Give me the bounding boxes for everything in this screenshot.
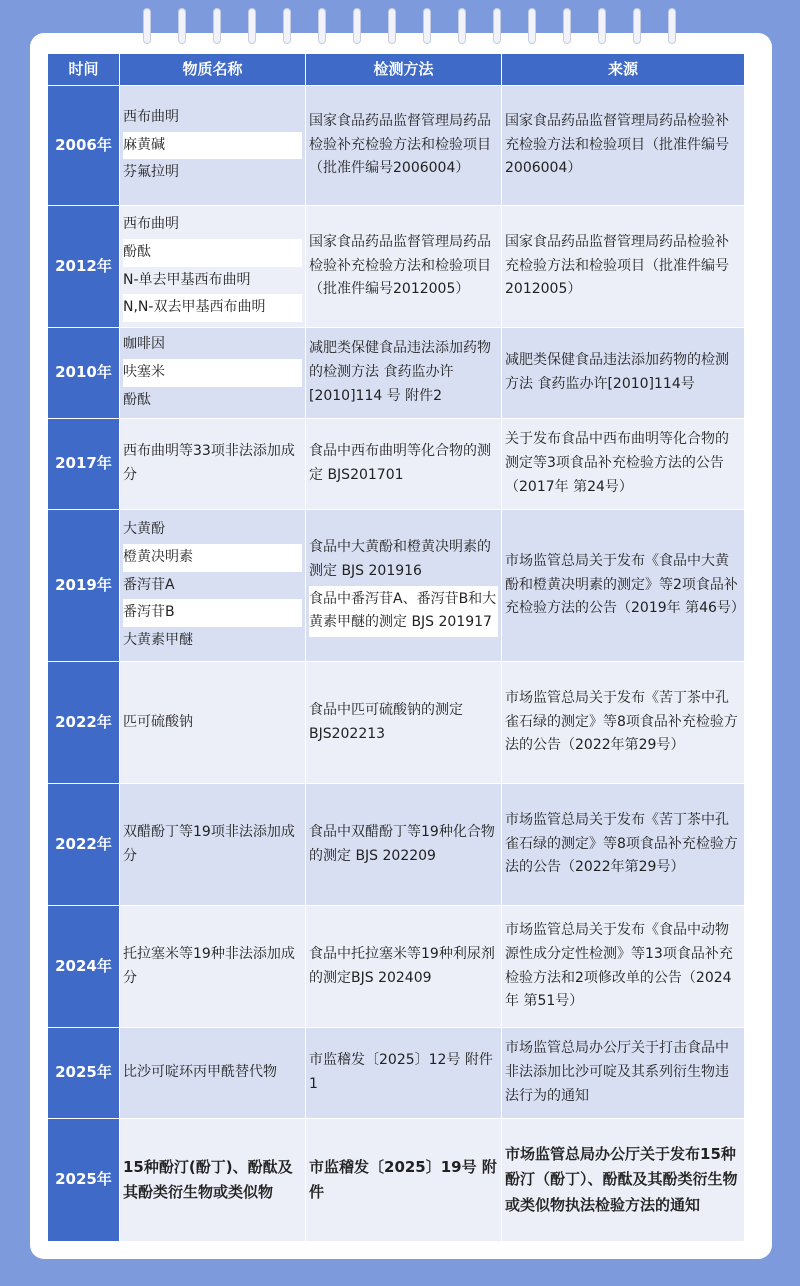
year-cell: 2025年 bbox=[48, 1028, 120, 1119]
substance-item: 酚酞 bbox=[123, 391, 151, 408]
year-cell: 2025年 bbox=[48, 1119, 120, 1242]
substance-item: 15种酚汀(酚丁)、酚酞及其酚类衍生物或类似物 bbox=[123, 1157, 293, 1201]
table-row bbox=[48, 86, 745, 206]
substance-item: 番泻苷A bbox=[123, 576, 175, 593]
binder-ring bbox=[248, 8, 256, 44]
method-item: 食品中大黄酚和橙黄决明素的测定 BJS 201916 bbox=[309, 538, 491, 579]
substance-cell bbox=[120, 906, 306, 1028]
substance-item: 西布曲明 bbox=[123, 108, 179, 125]
table-row bbox=[48, 328, 745, 419]
method-cell bbox=[306, 419, 502, 510]
binder-ring bbox=[178, 8, 186, 44]
method-cell bbox=[306, 328, 502, 419]
year-cell: 2010年 bbox=[48, 328, 120, 419]
method-item: 减肥类保健食品违法添加药物的检测方法 食药监办许[2010]114 号 附件2 bbox=[309, 340, 491, 404]
method-item: 食品中托拉塞米等19种利尿剂的测定BJS 202409 bbox=[309, 945, 495, 986]
table-header-row bbox=[48, 54, 745, 86]
substance-item: 西布曲明 bbox=[123, 215, 179, 232]
binder-ring bbox=[493, 8, 501, 44]
year-cell: 2017年 bbox=[48, 419, 120, 510]
binder-ring bbox=[668, 8, 676, 44]
substance-cell bbox=[120, 1028, 306, 1119]
source-cell: 关于发布食品中西布曲明等化合物的测定等3项食品补充检验方法的公告（2017年 第24号） bbox=[502, 419, 745, 510]
binder-ring bbox=[283, 8, 291, 44]
source-cell: 市场监管总局办公厅关于打击食品中非法添加比沙可啶及其系列衍生物违法行为的通知 bbox=[502, 1028, 745, 1119]
method-item: 食品中西布曲明等化合物的测定 BJS201701 bbox=[309, 443, 491, 483]
table-row bbox=[48, 1119, 745, 1242]
method-item: 食品中匹可硫酸钠的测定BJS202213 bbox=[309, 701, 463, 742]
source-cell: 市场监管总局关于发布《食品中动物源性成分定性检测》等13项食品补充检验方法和2项修改单的公告（2024年 第51号） bbox=[502, 906, 745, 1028]
binder-ring bbox=[388, 8, 396, 44]
substance-item: 西布曲明等33项非法添加成分 bbox=[123, 443, 295, 483]
substance-item: N-单去甲基西布曲明 bbox=[123, 271, 251, 288]
substance-item: 托拉塞米等19种非法添加成分 bbox=[123, 945, 295, 986]
table-row bbox=[48, 510, 745, 662]
substance-cell bbox=[120, 206, 306, 328]
binder-ring bbox=[598, 8, 606, 44]
table-row bbox=[48, 419, 745, 510]
substance-cell bbox=[120, 419, 306, 510]
substance-item: 呋塞米 bbox=[123, 359, 302, 387]
substance-item: 匹可硫酸钠 bbox=[123, 713, 193, 730]
binder-ring bbox=[563, 8, 571, 44]
binder-ring bbox=[353, 8, 361, 44]
binder-ring bbox=[423, 8, 431, 44]
binder-ring bbox=[143, 8, 151, 44]
header-time: 时间 bbox=[48, 54, 120, 86]
substance-item: 大黄素甲醚 bbox=[123, 632, 193, 649]
year-cell: 2019年 bbox=[48, 510, 120, 662]
source-cell: 减肥类保健食品违法添加药物的检测方法 食药监办许[2010]114号 bbox=[502, 328, 745, 419]
year-cell: 2024年 bbox=[48, 906, 120, 1028]
substance-cell bbox=[120, 86, 306, 206]
year-cell: 2006年 bbox=[48, 86, 120, 206]
method-cell bbox=[306, 206, 502, 328]
table-row bbox=[48, 784, 745, 906]
year-cell: 2012年 bbox=[48, 206, 120, 328]
source-cell: 国家食品药品监督管理局药品检验补充检验方法和检验项目（批准件编号2012005） bbox=[502, 206, 745, 328]
method-cell bbox=[306, 510, 502, 662]
binder-ring bbox=[318, 8, 326, 44]
method-cell bbox=[306, 662, 502, 784]
source-cell: 市场监管总局办公厅关于发布15种酚汀（酚丁）、酚酞及其酚类衍生物或类似物执法检验方法的通知 bbox=[502, 1119, 745, 1242]
method-item: 食品中番泻苷A、番泻苷B和大黄素甲醚的测定 BJS 201917 bbox=[309, 586, 498, 638]
method-item: 市监稽发〔2025〕19号 附件 bbox=[309, 1157, 497, 1201]
year-cell: 2022年 bbox=[48, 784, 120, 906]
binder-ring bbox=[213, 8, 221, 44]
source-cell: 市场监管总局关于发布《食品中大黄酚和橙黄决明素的测定》等2项食品补充检验方法的公告（2019年 第46号） bbox=[502, 510, 745, 662]
substance-item: 双醋酚丁等19项非法添加成分 bbox=[123, 823, 295, 864]
substance-cell bbox=[120, 328, 306, 419]
table-row bbox=[48, 206, 745, 328]
substance-cell bbox=[120, 784, 306, 906]
method-item: 国家食品药品监督管理局药品检验补充检验方法和检验项目（批准件编号2012005） bbox=[309, 233, 491, 298]
method-cell bbox=[306, 1119, 502, 1242]
method-cell bbox=[306, 86, 502, 206]
method-item: 国家食品药品监督管理局药品检验补充检验方法和检验项目（批准件编号2006004） bbox=[309, 112, 491, 177]
method-item: 市监稽发〔2025〕12号 附件1 bbox=[309, 1052, 493, 1092]
binder-ring bbox=[633, 8, 641, 44]
method-cell bbox=[306, 784, 502, 906]
binder-ring bbox=[458, 8, 466, 44]
substance-cell bbox=[120, 510, 306, 662]
regulation-table bbox=[47, 53, 745, 1242]
substance-item: 比沙可啶环丙甲酰替代物 bbox=[123, 1064, 277, 1081]
header-source: 来源 bbox=[502, 54, 745, 86]
source-cell: 市场监管总局关于发布《苦丁茶中孔雀石绿的测定》等8项食品补充检验方法的公告（2022年第29号） bbox=[502, 784, 745, 906]
table-row bbox=[48, 662, 745, 784]
method-cell bbox=[306, 906, 502, 1028]
table-row bbox=[48, 906, 745, 1028]
substance-cell bbox=[120, 662, 306, 784]
substance-item: 咖啡因 bbox=[123, 336, 165, 353]
source-cell: 市场监管总局关于发布《苦丁茶中孔雀石绿的测定》等8项食品补充检验方法的公告（2022年第29号） bbox=[502, 662, 745, 784]
year-cell: 2022年 bbox=[48, 662, 120, 784]
header-method: 检测方法 bbox=[306, 54, 502, 86]
substance-item: 酚酞 bbox=[123, 239, 302, 267]
source-cell: 国家食品药品监督管理局药品检验补充检验方法和检验项目（批准件编号2006004） bbox=[502, 86, 745, 206]
substance-item: 番泻苷B bbox=[123, 599, 302, 627]
binder-ring bbox=[528, 8, 536, 44]
substance-item: 麻黄碱 bbox=[123, 132, 302, 160]
header-substance: 物质名称 bbox=[120, 54, 306, 86]
method-cell bbox=[306, 1028, 502, 1119]
method-item: 食品中双醋酚丁等19种化合物的测定 BJS 202209 bbox=[309, 823, 495, 864]
table-row bbox=[48, 1028, 745, 1119]
substance-item: 芬氟拉明 bbox=[123, 164, 179, 181]
substance-item: 橙黄决明素 bbox=[123, 544, 302, 572]
substance-cell bbox=[120, 1119, 306, 1242]
substance-item: N,N-双去甲基西布曲明 bbox=[123, 294, 302, 322]
substance-item: 大黄酚 bbox=[123, 521, 165, 537]
